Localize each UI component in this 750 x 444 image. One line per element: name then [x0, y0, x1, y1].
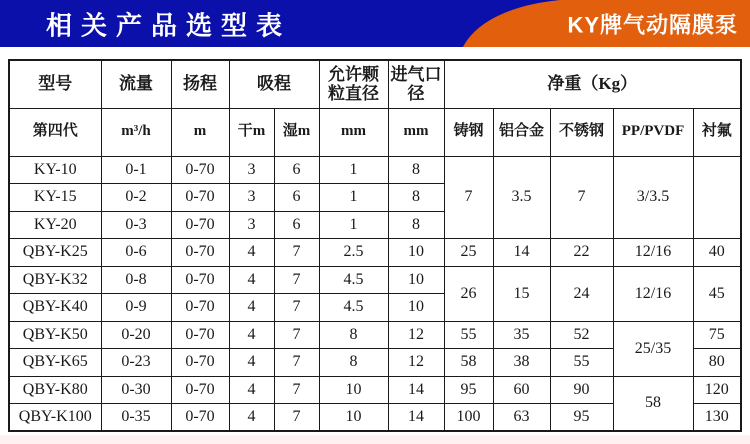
table-cell: 4: [229, 321, 274, 349]
table-cell: 55: [444, 321, 493, 349]
table-cell: 0-2: [101, 184, 171, 212]
table-cell: 100: [444, 404, 493, 432]
table-cell: 7: [550, 156, 613, 239]
table-row: [9, 376, 741, 404]
table-cell: 0-35: [101, 404, 171, 432]
table-cell: 0-70: [171, 266, 229, 294]
table-cell: 14: [388, 404, 444, 432]
table-cell: 0-23: [101, 349, 171, 377]
table-cell: 15: [493, 266, 550, 321]
table-cell: 40: [693, 239, 741, 267]
table-cell: 10: [388, 294, 444, 322]
table-cell: 75: [693, 321, 741, 349]
unit-particle: mm: [319, 108, 388, 156]
brand-badge-label: KY牌气动隔膜泵: [567, 12, 738, 37]
table-cell: 7: [274, 376, 319, 404]
table-cell: 2.5: [319, 239, 388, 267]
col-cast-steel: 铸钢: [444, 108, 493, 156]
table-cell: 95: [550, 404, 613, 432]
table-cell: 4: [229, 294, 274, 322]
table-cell: 0-70: [171, 404, 229, 432]
table-cell: 6: [274, 211, 319, 239]
table-cell: 1: [319, 156, 388, 184]
table-header: [9, 60, 741, 156]
table-cell: KY-15: [9, 184, 101, 212]
table-cell: 0-70: [171, 184, 229, 212]
product-spec-table: [8, 59, 742, 432]
table-cell: 7: [274, 294, 319, 322]
col-pp-pvdf: PP/PVDF: [613, 108, 693, 156]
table-cell: QBY-K65: [9, 349, 101, 377]
table-cell: 14: [493, 239, 550, 267]
table-cell: 12/16: [613, 266, 693, 321]
table-cell: 1: [319, 184, 388, 212]
table-cell: 7: [444, 156, 493, 239]
table-cell: QBY-K100: [9, 404, 101, 432]
col-generation: 第四代: [9, 108, 101, 156]
table-row: [9, 239, 741, 267]
table-cell: 0-1: [101, 156, 171, 184]
table-cell: 25: [444, 239, 493, 267]
table-cell: 0-70: [171, 211, 229, 239]
col-net-weight: 净重（Kg）: [444, 60, 741, 108]
unit-wet: 湿m: [274, 108, 319, 156]
table-row: [9, 321, 741, 349]
table-cell: QBY-K25: [9, 239, 101, 267]
table-cell: 6: [274, 184, 319, 212]
table-cell: 10: [388, 266, 444, 294]
table-cell: 8: [388, 156, 444, 184]
table-cell: 80: [693, 349, 741, 377]
table-cell: 0-70: [171, 349, 229, 377]
page-title: 相关产品选型表: [46, 10, 292, 40]
table-cell: 12/16: [613, 239, 693, 267]
table-cell: 38: [493, 349, 550, 377]
table-cell: 4: [229, 404, 274, 432]
table-cell: 8: [319, 349, 388, 377]
table-cell: 0-9: [101, 294, 171, 322]
table-cell: 4: [229, 266, 274, 294]
table-cell: 4: [229, 376, 274, 404]
table-cell: 7: [274, 349, 319, 377]
unit-head: m: [171, 108, 229, 156]
table-cell: QBY-K40: [9, 294, 101, 322]
col-aluminum: 铝合金: [493, 108, 550, 156]
table-cell: 10: [319, 376, 388, 404]
table-cell: 45: [693, 266, 741, 321]
col-head: 扬程: [171, 60, 229, 108]
table-cell: 6: [274, 156, 319, 184]
table-cell: 7: [274, 266, 319, 294]
col-suction: 吸程: [229, 60, 319, 108]
table-cell: 52: [550, 321, 613, 349]
product-table-body: [9, 156, 741, 431]
table-cell: QBY-K32: [9, 266, 101, 294]
table-cell: 58: [444, 349, 493, 377]
table-cell: 8: [319, 321, 388, 349]
table-cell: 0-20: [101, 321, 171, 349]
table-cell: 3: [229, 211, 274, 239]
table-cell: 8: [388, 184, 444, 212]
unit-dry: 干m: [229, 108, 274, 156]
table-cell: 0-8: [101, 266, 171, 294]
table-cell: 95: [444, 376, 493, 404]
table-cell: 7: [274, 321, 319, 349]
table-cell: 0-6: [101, 239, 171, 267]
table-cell: 120: [693, 376, 741, 404]
col-lined-fluorine: 衬氟: [693, 108, 741, 156]
table-cell: 22: [550, 239, 613, 267]
unit-inlet: mm: [388, 108, 444, 156]
col-model: 型号: [9, 60, 101, 108]
table-cell: 63: [493, 404, 550, 432]
table-cell: QBY-K80: [9, 376, 101, 404]
table-cell: 7: [274, 404, 319, 432]
table-cell: 4.5: [319, 266, 388, 294]
header-banner: [0, 0, 750, 47]
table-cell: QBY-K50: [9, 321, 101, 349]
table-cell: 12: [388, 321, 444, 349]
table-cell: 0-70: [171, 156, 229, 184]
table-cell: KY-20: [9, 211, 101, 239]
table-cell: 55: [550, 349, 613, 377]
table-row: [9, 266, 741, 294]
table-cell: 26: [444, 266, 493, 321]
table-cell: 3: [229, 156, 274, 184]
table-cell: 0-70: [171, 239, 229, 267]
table-cell: 8: [388, 211, 444, 239]
table-cell: 1: [319, 211, 388, 239]
table-cell: 14: [388, 376, 444, 404]
header-row-main: [9, 60, 741, 108]
table-cell: 24: [550, 266, 613, 321]
table-cell: 10: [388, 239, 444, 267]
table-cell: 4.5: [319, 294, 388, 322]
table-cell: 58: [613, 376, 693, 431]
table-cell: 90: [550, 376, 613, 404]
table-cell: KY-10: [9, 156, 101, 184]
table-cell: 12: [388, 349, 444, 377]
table-cell: 130: [693, 404, 741, 432]
col-particle: 允许颗粒直径: [319, 60, 388, 108]
table-cell: 0-70: [171, 321, 229, 349]
footer-strip: [0, 435, 750, 444]
table-cell: 0-30: [101, 376, 171, 404]
table-cell: 25/35: [613, 321, 693, 376]
table-cell: 7: [274, 239, 319, 267]
table-cell: 60: [493, 376, 550, 404]
table-cell: 0-3: [101, 211, 171, 239]
table-cell: 3.5: [493, 156, 550, 239]
table-cell: 4: [229, 349, 274, 377]
table-cell: 10: [319, 404, 388, 432]
table-cell: 4: [229, 239, 274, 267]
col-flow: 流量: [101, 60, 171, 108]
unit-flow: m³/h: [101, 108, 171, 156]
table-cell: 35: [493, 321, 550, 349]
table-cell: 3: [229, 184, 274, 212]
table-cell: 0-70: [171, 376, 229, 404]
header-row-units: [9, 108, 741, 156]
col-stainless: 不锈钢: [550, 108, 613, 156]
table-row: [9, 156, 741, 184]
col-air-inlet: 进气口径: [388, 60, 444, 108]
table-cell: 3/3.5: [613, 156, 693, 239]
table-cell: 0-70: [171, 294, 229, 322]
table-cell: [693, 156, 741, 239]
